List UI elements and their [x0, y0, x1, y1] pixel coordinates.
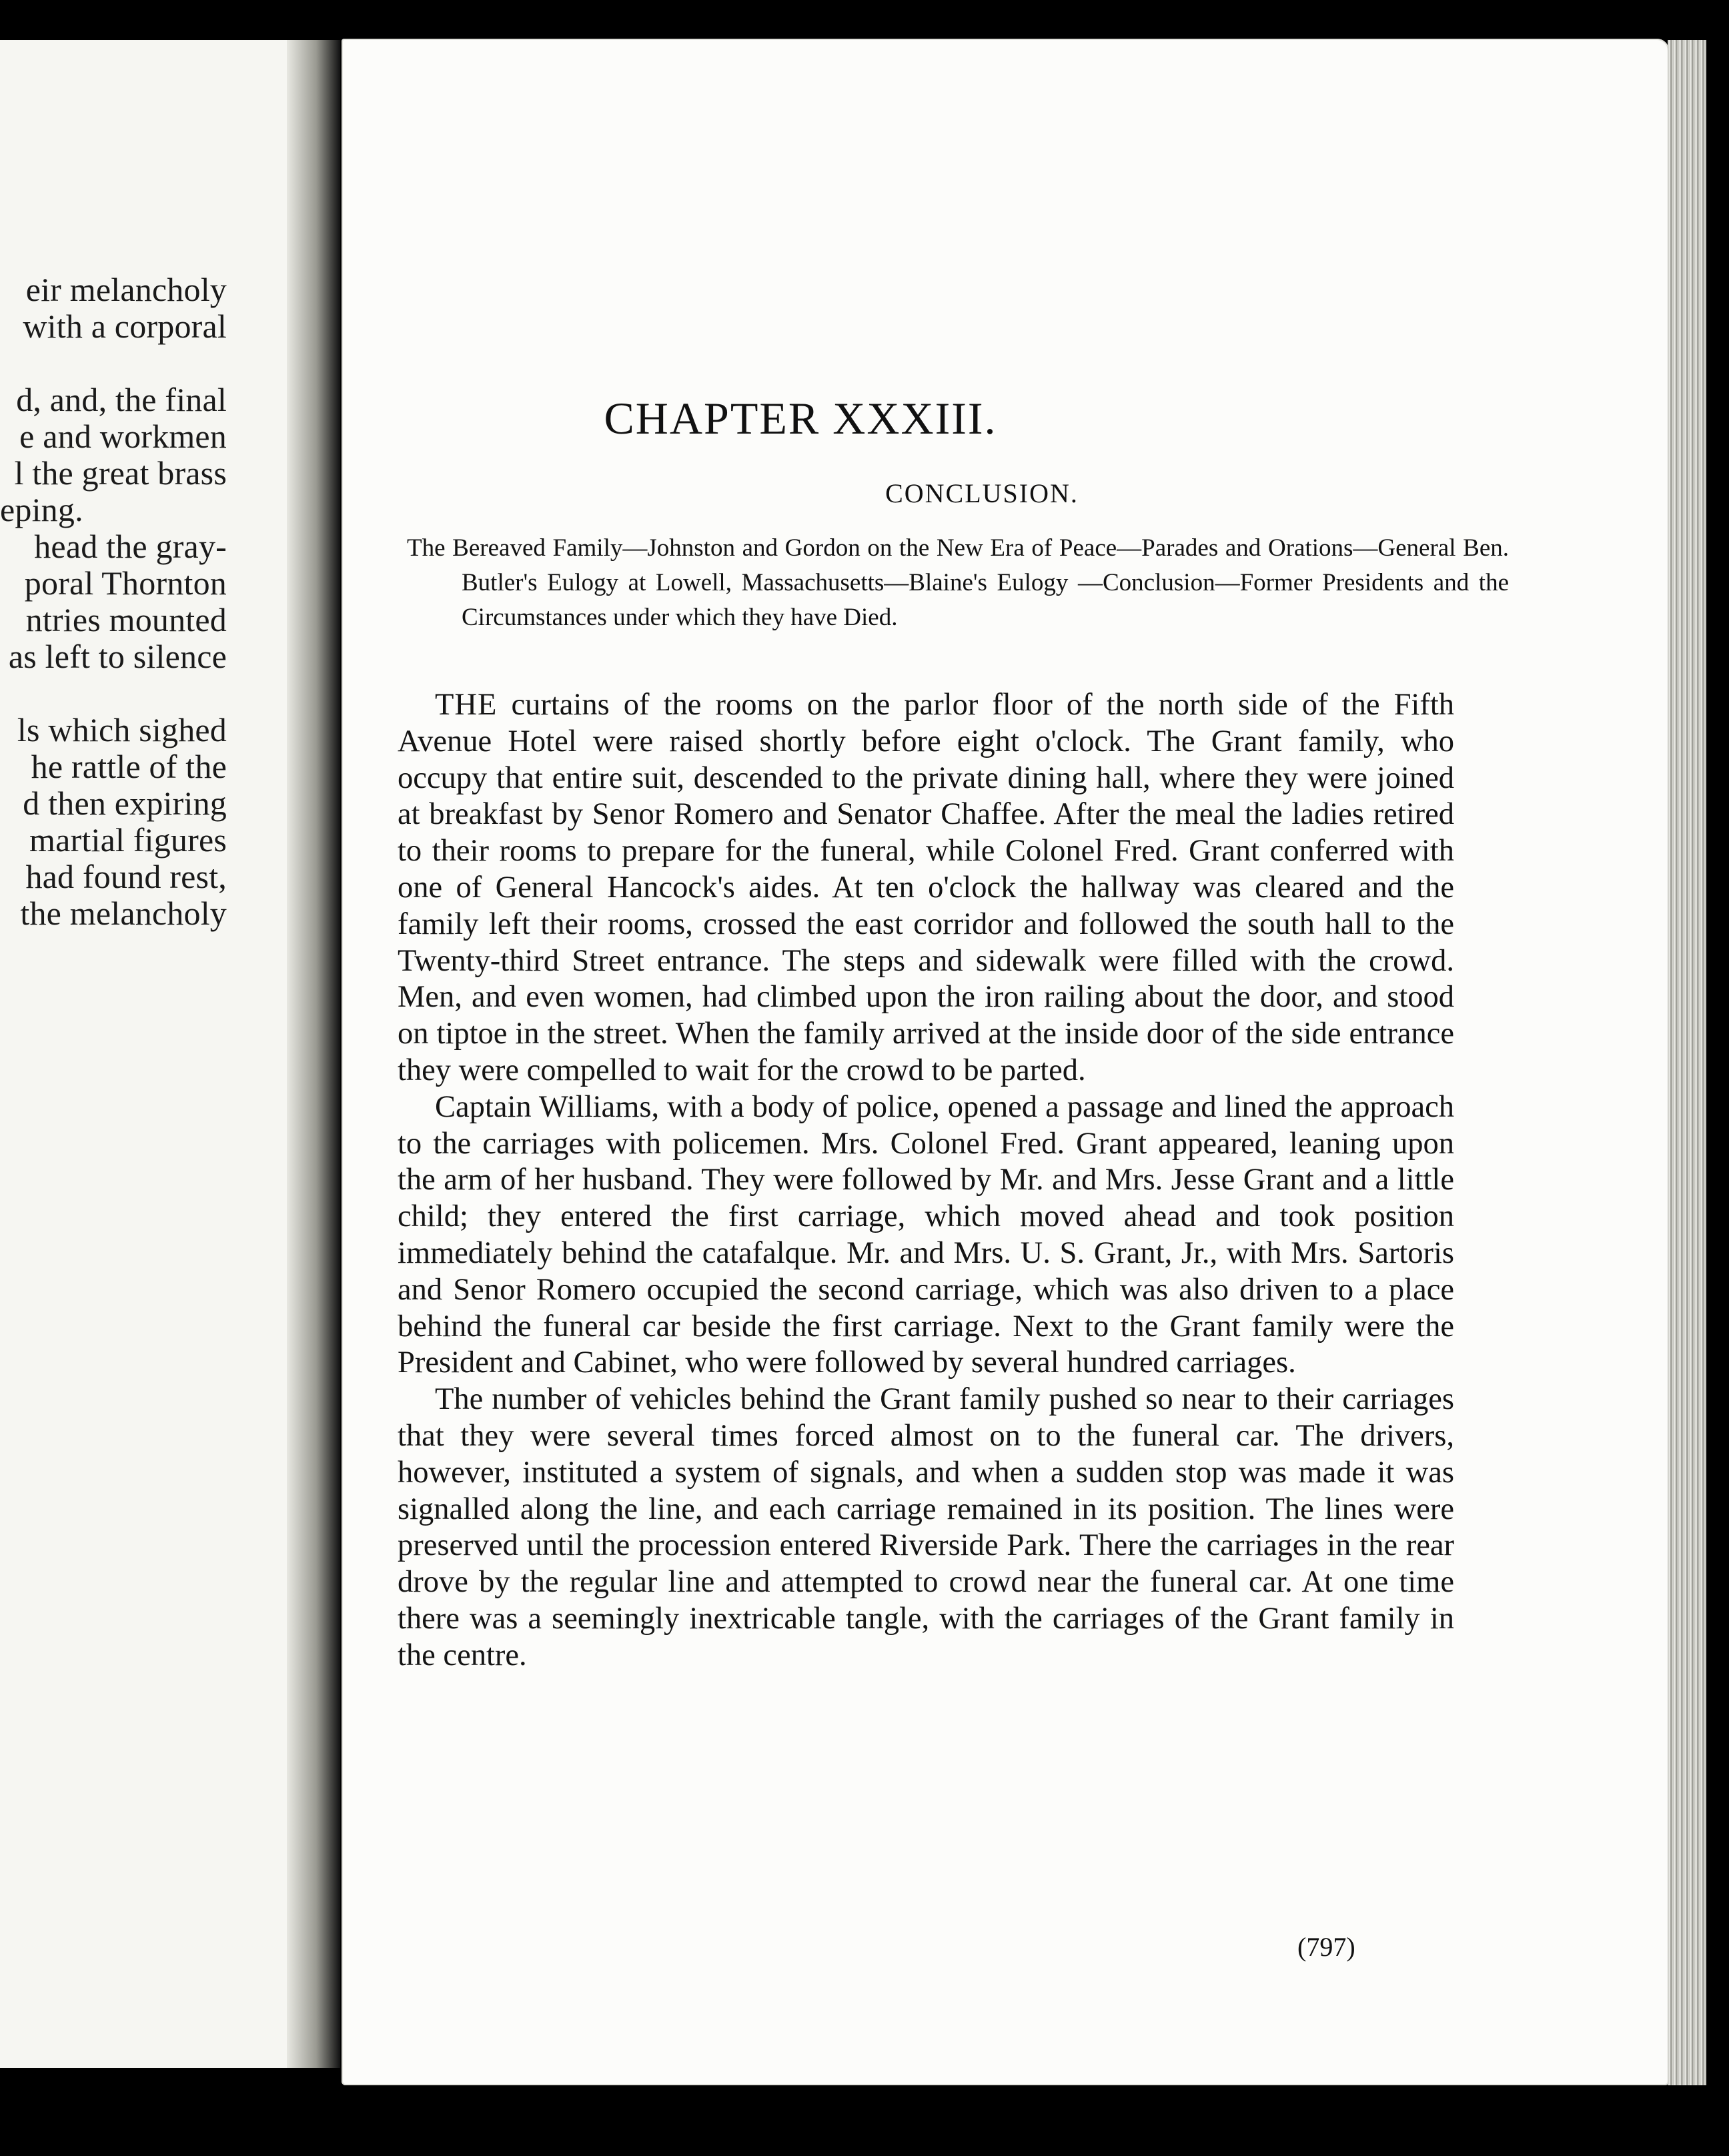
previous-page-line: martial figures — [29, 821, 227, 859]
previous-page-line: as left to silence — [8, 638, 227, 675]
previous-page-line: d then expiring — [23, 784, 227, 822]
previous-page-line: poral Thornton — [24, 564, 227, 602]
previous-page-line: had found rest, — [25, 858, 227, 895]
paragraph — [398, 687, 1454, 1089]
previous-page-line: head the gray- — [34, 528, 227, 565]
previous-page-line: e and workmen — [19, 418, 227, 455]
page-number: (797) — [1297, 1932, 1355, 1962]
previous-page — [0, 40, 306, 2068]
paragraph: The number of vehicles behind the Grant family pushed so near to their carriages that they were several times forced almost on to the funeral car. The drivers, however, instituted a system of signals, and when a sudden stop was made it was signalled along the line, and each carriage remained in its position. The lines were preserved until the procession entered Riverside Park. There the carriages in the rear drove by the regular line and attempted to crowd near the funeral car. At one time there was a seemingly inextricable tangle, with the carriages of the Grant family in the centre. — [398, 1382, 1454, 1672]
previous-page-line: ntries mounted — [25, 601, 227, 638]
paragraph: Captain Williams, with a body of police, opened a passage and lined the approach to the carriages with policemen. Mrs. Colonel Fred. Grant appeared, leaning upon the arm of her husband. They were followed by Mr. and Mrs. Jesse Grant and a little child; they entered the first carriage, which moved ahead and took position immediately behind the catafalque. Mr. and Mrs. U. S. Grant, Jr., with Mrs. Sartoris and Senor Romero occupied the second carriage, which was also driven to a place behind the funeral car beside the first carriage. Next to the Grant family were the President and Cabinet, who were followed by several hundred carriages. — [398, 1089, 1454, 1380]
previous-page-line: l the great brass — [14, 454, 227, 492]
previous-page-line: the melancholy — [20, 895, 227, 932]
chapter-synopsis: The Bereaved Family—Johnston and Gordon on the New Era of Peace—Parades and Orations—General Ben. Butler's Eulogy at Lowell, Massachusetts—Blaine's Eulogy —Conclusion—Former Presidents and the Circumstances under which they have Died. — [407, 534, 1509, 631]
chapter-body — [398, 687, 1454, 1674]
previous-page-line: ls which sighed — [17, 711, 227, 748]
chapter-title: CHAPTER XXXIII. — [604, 393, 997, 444]
previous-page-line: eping. — [0, 491, 83, 528]
previous-page-line: eir melancholy — [25, 271, 227, 308]
chapter-subtitle: CONCLUSION. — [885, 478, 1079, 508]
paragraph-text: curtains of the rooms on the parlor floor of the north side of the Fifth Avenue Hotel were raised shortly before eight o'clock. The Grant family, who occupy that entire suit, descended to the private dining hall, where they were joined at breakfast by Senor Romero and Senator Chaffee. After the meal the ladies retired to their rooms to prepare for the funeral, while Colonel Fred. Grant conferred with one of General Hancock's aides. At ten o'clock the hallway was cleared and the family left their rooms, crossed the east corridor and followed the south hall to the Twenty-third Street entrance. The steps and sidewalk were filled with the crowd. Men, and even women, had climbed upon the iron railing about the door, and stood on tiptoe in the street. When the family arrived at the inside door of the side entrance they were compelled to wait for the crowd to be parted. — [398, 688, 1455, 1087]
page-edges — [1668, 40, 1706, 2085]
drop-lead-word: THE — [435, 688, 498, 722]
previous-page-line: d, and, the final — [16, 381, 227, 418]
previous-page-line: with a corporal — [23, 308, 227, 345]
previous-page-line: he rattle of the — [31, 748, 227, 785]
book-gutter — [287, 40, 340, 2068]
